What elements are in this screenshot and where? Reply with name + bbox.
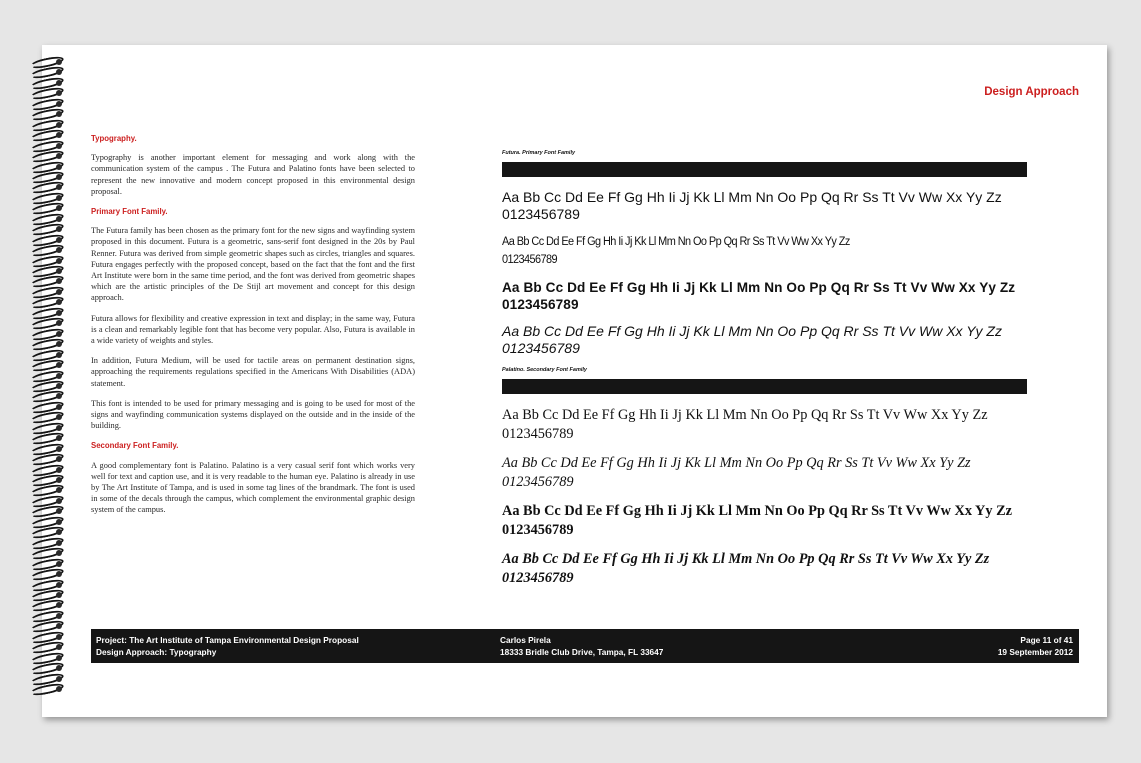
binding-hole xyxy=(56,362,62,368)
binding-hole xyxy=(56,467,62,473)
specimen-alphabet: Aa Bb Cc Dd Ee Ff Gg Hh Ii Jj Kk Ll Mm Nn Oo Pp Qq Rr Ss Tt Vv Ww Xx Yy Zz xyxy=(502,189,1002,205)
document-page xyxy=(42,45,1107,717)
binding-hole xyxy=(56,582,62,588)
binding-hole xyxy=(56,143,62,149)
page-footer xyxy=(91,629,1079,663)
binding-hole xyxy=(56,111,62,117)
binding-hole xyxy=(56,665,62,671)
binding-hole xyxy=(56,686,62,692)
palatino-bold-sample xyxy=(502,502,1062,540)
binding-hole xyxy=(56,310,62,316)
palatino-bold-italic-sample xyxy=(502,550,1062,588)
specimen-alphabet: Aa Bb Cc Dd Ee Ff Gg Hh Ii Jj Kk Ll Mm Nn Oo Pp Qq Rr Ss Tt Vv Ww Xx Yy Zz xyxy=(502,236,850,248)
binding-hole xyxy=(56,164,62,170)
footer-project: Project: The Art Institute of Tampa Environmental Design Proposal xyxy=(96,635,359,645)
binding-hole xyxy=(56,373,62,379)
binding-hole xyxy=(56,341,62,347)
binding-hole xyxy=(56,456,62,462)
binding-hole xyxy=(56,446,62,452)
binding-hole xyxy=(56,289,62,295)
binding-hole xyxy=(56,519,62,525)
body-text-column xyxy=(91,133,415,525)
typography-heading: Typography. xyxy=(91,134,137,143)
binding-hole xyxy=(56,435,62,441)
binding-hole xyxy=(56,268,62,274)
specimen-alphabet: Aa Bb Cc Dd Ee Ff Gg Hh Ii Jj Kk Ll Mm Nn Oo Pp Qq Rr Ss Tt Vv Ww Xx Yy Zz xyxy=(502,551,990,567)
binding-hole xyxy=(56,383,62,389)
binding-hole xyxy=(56,80,62,86)
binding-hole xyxy=(56,655,62,661)
primary-font-paragraph-2: Futura allows for flexibility and creative expression in text and display; in the same way, Futura is a clean and remarkably legible font that has become very popular. Also, Futura is available in a wide variety of weights and styles. xyxy=(91,313,415,346)
binding-hole xyxy=(56,561,62,567)
primary-font-paragraph-3: In addition, Futura Medium, will be used for tactile areas on permanent destination signs, approaching the requirements regulations specified in the Americans With Disabilities (ADA) statement. xyxy=(91,356,415,388)
binding-hole xyxy=(56,613,62,619)
binding-hole xyxy=(56,487,62,493)
palatino-family-label: Palatino. Secondary Font Family xyxy=(502,367,587,373)
footer-author-block xyxy=(500,634,663,658)
specimen-alphabet: Aa Bb Cc Dd Ee Ff Gg Hh Ii Jj Kk Ll Mm Nn Oo Pp Qq Rr Ss Tt Vv Ww Xx Yy Zz xyxy=(502,323,1002,339)
binding-hole xyxy=(56,602,62,608)
specimen-digits: 0123456789 xyxy=(502,426,574,442)
binding-hole xyxy=(56,195,62,201)
binding-hole xyxy=(56,258,62,264)
futura-italic-sample xyxy=(502,323,1062,357)
specimen-digits: 0123456789 xyxy=(502,474,574,490)
specimen-alphabet: Aa Bb Cc Dd Ee Ff Gg Hh Ii Jj Kk Ll Mm Nn Oo Pp Qq Rr Ss Tt Vv Ww Xx Yy Zz xyxy=(502,455,971,471)
specimen-digits: 0123456789 xyxy=(502,522,574,538)
futura-divider-bar xyxy=(502,162,1027,177)
primary-font-paragraph-1: The Futura family has been chosen as the primary font for the new signs and wayfinding system proposed in this document. Futura is a geometric, sans-serif font designed in the 20s by Paul Renner. Futura was derived from simple geometric shapes such as circles, triangles and squares. Futura engages perfectly with the proposed concept, based on the fact that the font and the first Art Institute were born in the same time period, and the font was derived from geometric shapes which are the artistic principles of the De Stijl art movement and concept for this design approach. xyxy=(91,226,415,303)
binding-hole xyxy=(56,540,62,546)
binding-hole xyxy=(56,634,62,640)
binding-hole xyxy=(56,153,62,159)
binding-hole xyxy=(56,320,62,326)
footer-page-block xyxy=(998,634,1073,658)
futura-regular-sample xyxy=(502,189,1062,223)
binding-hole xyxy=(56,425,62,431)
specimen-digits: 0123456789 xyxy=(502,297,579,312)
binding-hole xyxy=(56,414,62,420)
palatino-italic-sample xyxy=(502,454,1062,492)
specimen-alphabet: Aa Bb Cc Dd Ee Ff Gg Hh Ii Jj Kk Ll Mm Nn Oo Pp Qq Rr Ss Tt Vv Ww Xx Yy Zz xyxy=(502,280,1016,295)
binding-hole xyxy=(56,184,62,190)
binding-hole xyxy=(56,550,62,556)
binding-hole xyxy=(56,477,62,483)
specimen-alphabet: Aa Bb Cc Dd Ee Ff Gg Hh Ii Jj Kk Ll Mm Nn Oo Pp Qq Rr Ss Tt Vv Ww Xx Yy Zz xyxy=(502,503,1012,519)
binding-hole xyxy=(56,571,62,577)
footer-address: 18333 Bridle Club Drive, Tampa, FL 33647 xyxy=(500,647,664,657)
binding-hole xyxy=(56,529,62,535)
binding-hole xyxy=(56,623,62,629)
footer-date: 19 September 2012 xyxy=(997,647,1073,657)
footer-author: Carlos Pirela xyxy=(500,635,551,645)
footer-section: Design Approach: Typography xyxy=(96,647,217,657)
binding-hole xyxy=(56,508,62,514)
binding-hole xyxy=(56,498,62,504)
binding-hole xyxy=(56,352,62,358)
futura-condensed-sample xyxy=(502,233,1034,269)
binding-hole xyxy=(56,404,62,410)
binding-hole xyxy=(56,331,62,337)
secondary-font-heading: Secondary Font Family. xyxy=(91,441,179,451)
footer-page-number: Page 11 of 41 xyxy=(1020,635,1073,645)
typography-paragraph: Typography is another important element for messaging and work along with the communication system of the campus . The Futura and Palatino fonts have been selected to represent the new innovative and modern concept proposed in this environmental design proposal. xyxy=(91,153,415,196)
futura-bold-sample xyxy=(502,279,1062,313)
primary-font-heading: Primary Font Family. xyxy=(91,207,168,217)
binding-hole xyxy=(56,205,62,211)
binding-hole xyxy=(56,90,62,96)
binding-hole xyxy=(56,247,62,253)
specimen-digits: 0123456789 xyxy=(502,340,580,356)
palatino-regular-sample xyxy=(502,406,1062,444)
footer-project-block xyxy=(96,634,359,658)
palatino-divider-bar xyxy=(502,379,1027,394)
specimen-digits: 0123456789 xyxy=(502,254,558,266)
specimen-digits: 0123456789 xyxy=(502,570,574,586)
font-specimen-column xyxy=(502,150,1062,598)
spiral-binding xyxy=(30,58,70,700)
primary-font-paragraph-4: This font is intended to be used for primary messaging and is going to be used for most of the signs and wayfinding communication systems displayed on the outside and in the inside of the building. xyxy=(91,398,415,431)
binding-hole xyxy=(56,101,62,107)
binding-hole xyxy=(56,69,62,75)
specimen-alphabet: Aa Bb Cc Dd Ee Ff Gg Hh Ii Jj Kk Ll Mm Nn Oo Pp Qq Rr Ss Tt Vv Ww Xx Yy Zz xyxy=(502,407,988,423)
binding-hole xyxy=(56,237,62,243)
page-section-title: Design Approach xyxy=(984,86,1079,98)
binding-hole xyxy=(56,174,62,180)
binding-hole xyxy=(56,592,62,598)
binding-hole xyxy=(56,132,62,138)
binding-hole xyxy=(56,59,62,65)
binding-hole xyxy=(56,226,62,232)
binding-hole xyxy=(56,216,62,222)
binding-hole xyxy=(56,393,62,399)
binding-hole xyxy=(56,644,62,650)
binding-hole xyxy=(56,122,62,128)
binding-hole xyxy=(56,676,62,682)
binding-hole xyxy=(56,299,62,305)
futura-family-label: Futura. Primary Font Family xyxy=(502,150,576,156)
specimen-digits: 0123456789 xyxy=(502,206,580,222)
secondary-font-paragraph: A good complementary font is Palatino. Palatino is a very casual serif font which works very well for text and caption use, and it is very readable to the human eye. Palatino is already in use by The Art Institute of Tampa, and is used in some tag lines of the brandmark. The font is used in some of the decals through the campus, which complement the environmental graphic design system of the campus. xyxy=(91,460,415,515)
binding-hole xyxy=(56,278,62,284)
